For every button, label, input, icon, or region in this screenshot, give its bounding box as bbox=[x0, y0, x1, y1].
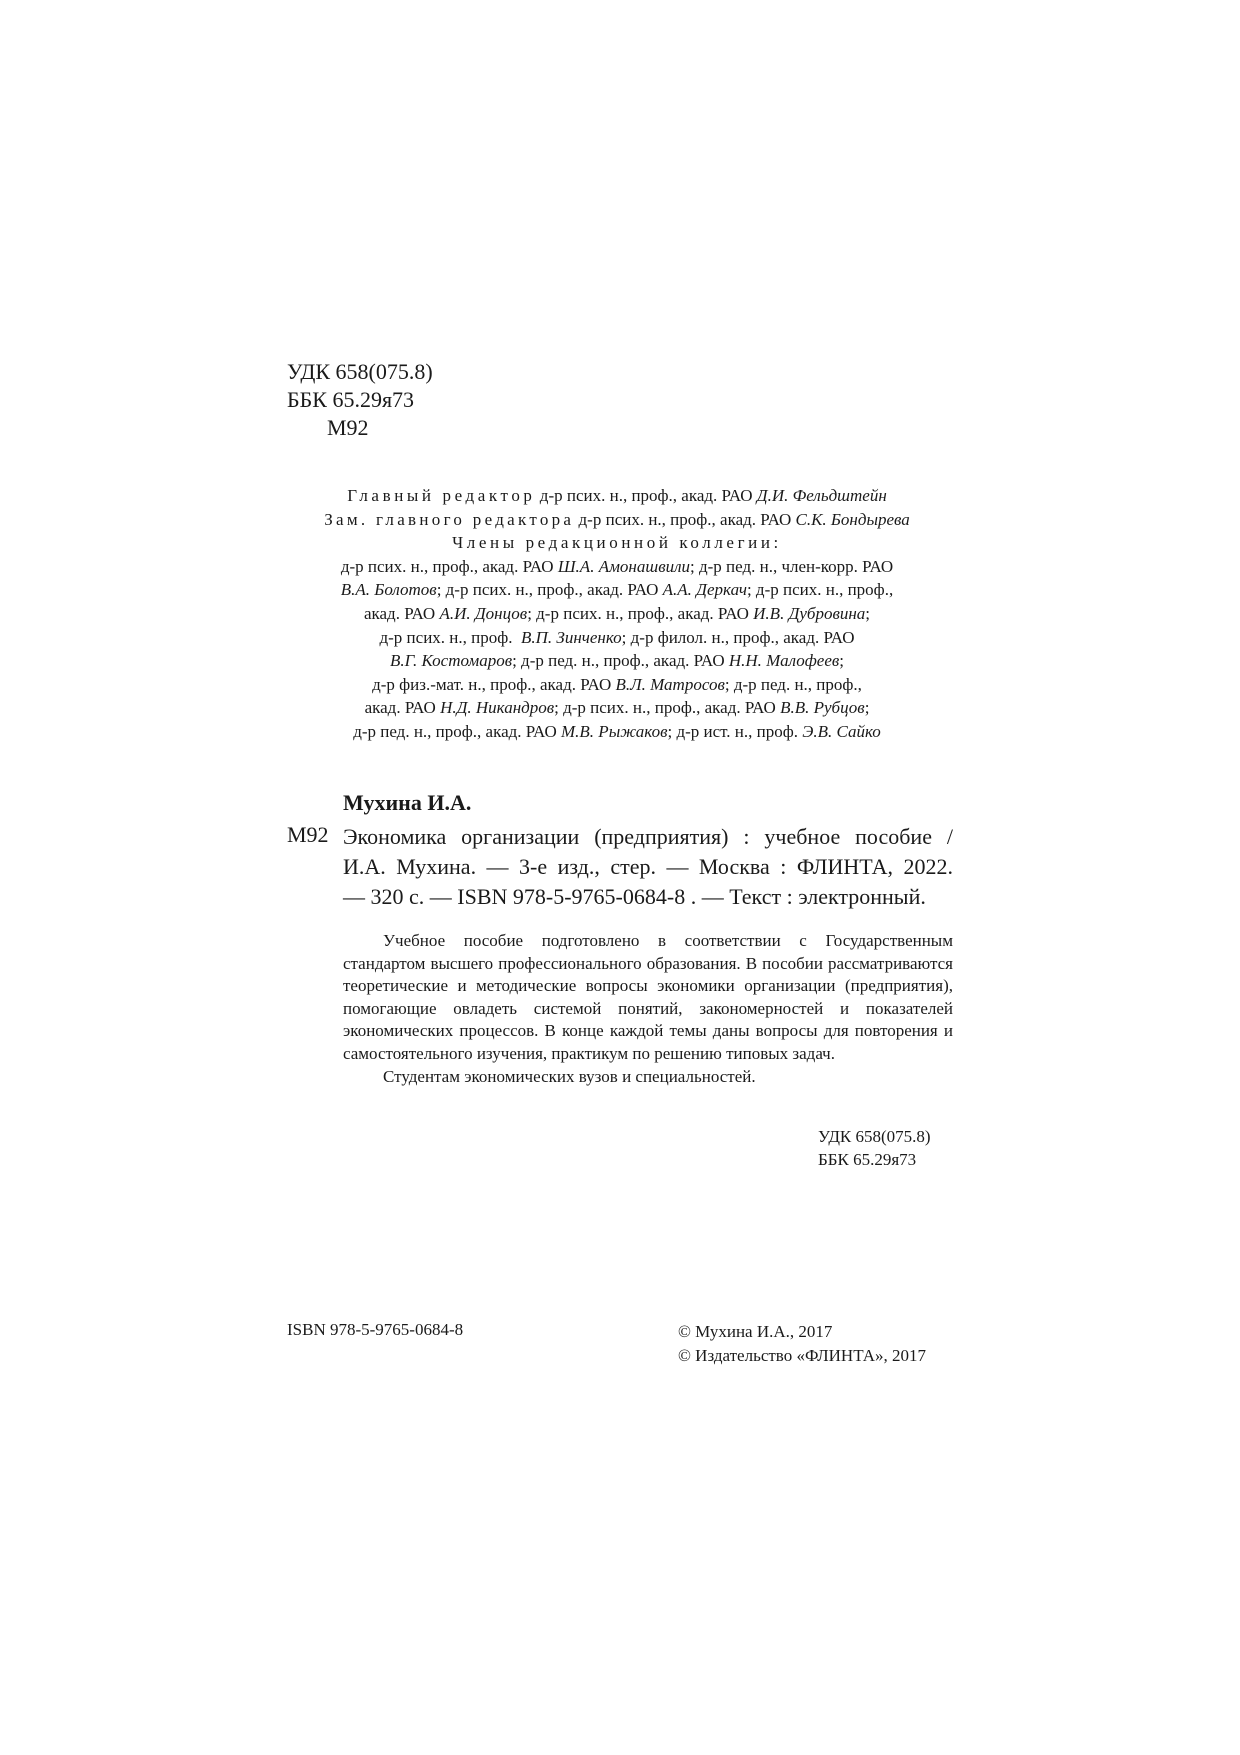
member-credentials: ; bbox=[865, 603, 871, 623]
classification-codes bbox=[287, 358, 433, 442]
member-name: Н.Д. Никандров bbox=[440, 698, 555, 718]
deputy-editor-role: Зам. главного редактора bbox=[324, 509, 575, 529]
editorial-board bbox=[287, 484, 947, 744]
member-credentials: д-р физ.-мат. н., проф., акад. РАО bbox=[372, 674, 616, 694]
member-name: И.В. Дубровина bbox=[753, 603, 866, 623]
book-author: Мухина И.А. bbox=[343, 790, 472, 815]
member-credentials: ; д-р псих. н., проф., акад. РАО bbox=[527, 603, 754, 623]
member-credentials: д-р псих. н., проф. bbox=[379, 627, 521, 647]
member-name: В.Л. Матросов bbox=[615, 674, 725, 694]
member-credentials: д-р пед. н., проф., акад. РАО bbox=[353, 721, 562, 741]
member-name: Н.Н. Малофеев bbox=[728, 651, 840, 671]
board-member-line bbox=[287, 673, 947, 697]
member-credentials: ; bbox=[839, 651, 844, 671]
member-credentials: ; д-р пед. н., член-корр. РАО bbox=[690, 556, 894, 576]
member-name: В.Г. Костомаров bbox=[390, 651, 513, 671]
member-name: В.А. Болотов bbox=[340, 580, 437, 600]
copyright-block bbox=[678, 1320, 926, 1368]
board-member-line bbox=[287, 626, 947, 650]
board-members-list bbox=[287, 555, 947, 744]
deputy-editor-name: С.К. Бондырева bbox=[795, 509, 910, 529]
annotation-paragraph: Учебное пособие подготовлено в соответствии с Государственным стандартом высшего профессионального образования. В пособии рассматриваются теоретические и методические вопросы экономики организации (предприятия), помогающие овладеть системой понятий, закономерностей и показателей экономических процессов. В конце каждой темы даны вопросы для повторения и самостоятельного изучения, практикум по решению типовых задач. bbox=[343, 931, 953, 1063]
board-member-line bbox=[287, 602, 947, 626]
member-credentials: ; д-р филол. н., проф., акад. РАО bbox=[621, 627, 855, 647]
member-name: А.И. Донцов bbox=[439, 603, 528, 623]
member-credentials: ; д-р псих. н., проф., акад. РАО bbox=[436, 580, 663, 600]
bibliographic-description bbox=[343, 822, 953, 912]
member-name: М.В. Рыжаков bbox=[561, 721, 668, 741]
chief-editor-name: Д.И. Фельдштейн bbox=[756, 486, 887, 505]
bbk-code: ББК 65.29я73 bbox=[287, 387, 415, 412]
bottom-bbk-code: ББК 65.29я73 bbox=[818, 1150, 917, 1169]
member-name: Э.В. Сайко bbox=[802, 721, 881, 741]
member-name: В.П. Зинченко bbox=[521, 627, 622, 647]
chief-editor-line bbox=[287, 484, 947, 508]
isbn: ISBN 978-5-9765-0684-8 bbox=[287, 1320, 464, 1339]
bottom-classification-codes bbox=[818, 1125, 931, 1171]
chief-editor-credentials: д-р псих. н., проф., акад. РАО bbox=[539, 486, 753, 505]
udk-code: УДК 658(075.8) bbox=[287, 359, 433, 384]
chief-editor-role: Главный редактор bbox=[347, 486, 536, 505]
bottom-udk-code: УДК 658(075.8) bbox=[818, 1127, 931, 1146]
copyright-author: © Мухина И.А., 2017 bbox=[678, 1322, 833, 1341]
bibliographic-author-mark: М92 bbox=[287, 822, 329, 847]
deputy-editor-credentials: д-р псих. н., проф., акад. РАО bbox=[578, 509, 792, 529]
member-credentials: ; д-р пед. н., проф., акад. РАО bbox=[512, 651, 729, 671]
member-credentials: ; д-р псих. н., проф., акад. РАО bbox=[554, 698, 781, 718]
annotation-audience: Студентам экономических вузов и специальностей. bbox=[383, 1066, 756, 1086]
bib-line: И.А. Мухина. — 3-е изд., стер. — Москва : ФЛИНТА, 2022. bbox=[343, 854, 953, 879]
bib-line: — 320 с. — ISBN 978-5-9765-0684-8 . — Текст : электронный. bbox=[343, 884, 926, 909]
member-name: Ш.А. Амонашвили bbox=[557, 556, 690, 576]
deputy-editor-line bbox=[287, 508, 947, 532]
author-mark: М92 bbox=[327, 415, 369, 440]
member-credentials: ; bbox=[864, 698, 870, 718]
bib-line: Экономика организации (предприятия) : учебное пособие / bbox=[343, 824, 953, 849]
member-credentials: акад. РАО bbox=[363, 603, 440, 623]
annotation bbox=[343, 930, 953, 1088]
member-credentials: д-р псих. н., проф., акад. РАО bbox=[340, 556, 558, 576]
board-member-line bbox=[287, 649, 947, 673]
member-name: В.В. Рубцов bbox=[780, 698, 865, 718]
board-member-line bbox=[287, 720, 947, 744]
member-name: А.А. Деркач bbox=[662, 580, 747, 600]
board-member-line bbox=[287, 696, 947, 720]
board-member-line bbox=[287, 555, 947, 579]
board-member-line bbox=[287, 578, 947, 602]
copyright-publisher: © Издательство «ФЛИНТА», 2017 bbox=[678, 1346, 927, 1365]
member-credentials: ; д-р ист. н., проф. bbox=[667, 721, 803, 741]
member-credentials: ; д-р псих. н., проф., bbox=[746, 580, 894, 600]
member-credentials: акад. РАО bbox=[364, 698, 441, 718]
member-credentials: ; д-р пед. н., проф., bbox=[724, 674, 862, 694]
board-members-heading: Члены редакционной коллегии: bbox=[452, 533, 782, 553]
